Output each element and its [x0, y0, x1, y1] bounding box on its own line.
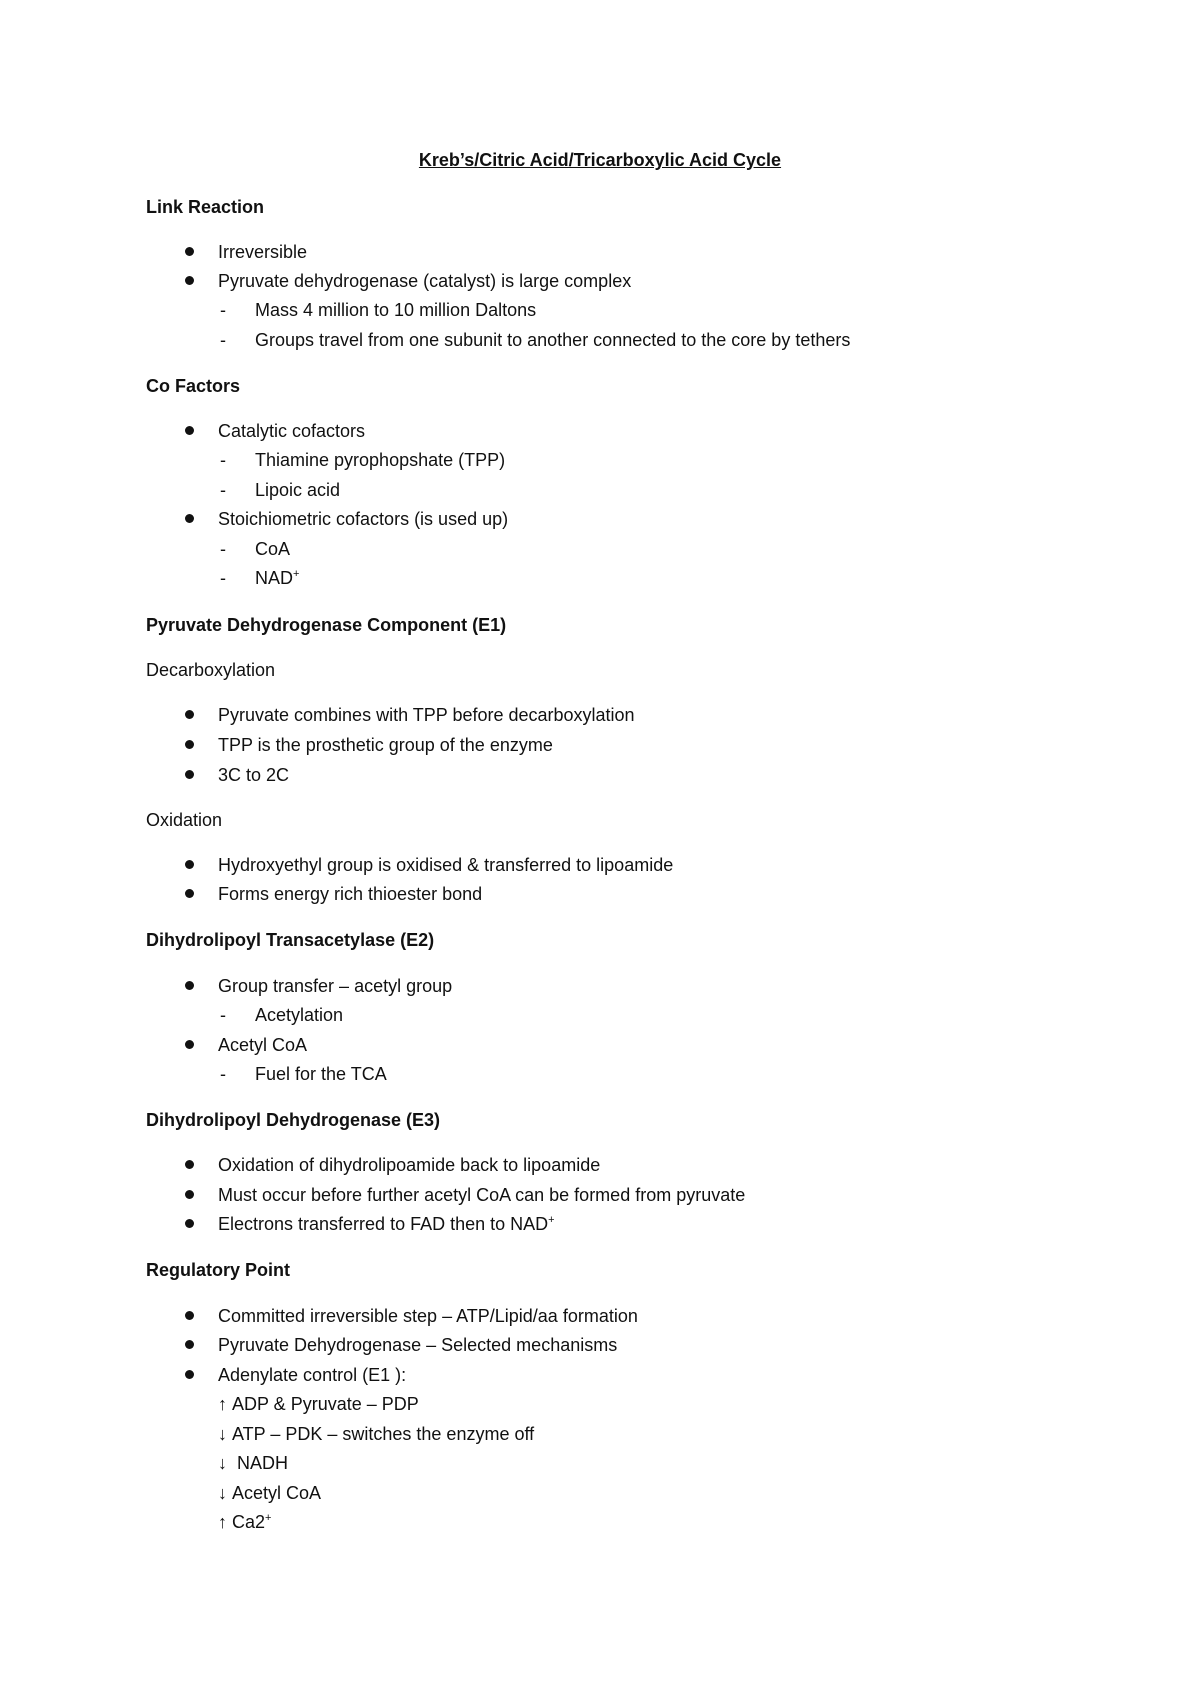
bullet-item: Pyruvate combines with TPP before decarboxylation [218, 705, 635, 725]
bullet-item: Must occur before further acetyl CoA can be formed from pyruvate [218, 1185, 746, 1205]
regulation-line [218, 1511, 271, 1533]
heading-e2: Dihydrolipoyl Transacetylase (E2) [146, 930, 435, 950]
regulation-text: ATP – PDK – switches the enzyme off [232, 1424, 535, 1444]
bullet-item: Committed irreversible step – ATP/Lipid/aa formation [218, 1306, 638, 1326]
dash-item: - Lipoic acid [255, 479, 340, 501]
bullet-item: Forms energy rich thioester bond [218, 884, 483, 904]
regulation-text: ADP & Pyruvate – PDP [232, 1394, 419, 1414]
subheading-oxidation: Oxidation [146, 810, 223, 830]
superscript: + [548, 1214, 555, 1226]
electrons-text: Electrons transferred to FAD then to NAD [218, 1214, 549, 1234]
up-arrow-icon: ↑ [218, 1394, 227, 1414]
bullet-item: Group transfer – acetyl group [218, 976, 453, 996]
regulation-text: Acetyl CoA [232, 1483, 322, 1503]
heading-e3: Dihydrolipoyl Dehydrogenase (E3) [146, 1110, 441, 1130]
bullet-item: Oxidation of dihydrolipoamide back to lipoamide [218, 1155, 601, 1175]
dash-item [255, 567, 299, 589]
bullet-item: 3C to 2C [218, 765, 290, 785]
regulation-text: Ca2 [232, 1512, 266, 1532]
down-arrow-icon: ↓ [218, 1483, 227, 1503]
bullet-item: Pyruvate dehydrogenase (catalyst) is large complex [218, 271, 632, 291]
bullet-item [218, 1213, 555, 1235]
superscript: + [293, 568, 300, 580]
down-arrow-icon: ↓ [218, 1424, 227, 1444]
regulation-line [218, 1423, 534, 1445]
bullet-item: Adenylate control (E1 ): [218, 1365, 407, 1385]
dash-item: - Thiamine pyrophopshate (TPP) [255, 449, 505, 471]
bullet-item: Catalytic cofactors [218, 421, 366, 441]
bullet-item: TPP is the prosthetic group of the enzyme [218, 735, 553, 755]
down-arrow-icon: ↓ [218, 1453, 227, 1473]
dash-item: - Groups travel from one subunit to another connected to the core by tethers [255, 329, 850, 351]
bullet-item: Hydroxyethyl group is oxidised & transferred to lipoamide [218, 855, 674, 875]
regulation-text: NADH [232, 1453, 289, 1473]
heading-co-factors: Co Factors [146, 376, 241, 396]
superscript: + [265, 1512, 272, 1524]
dash-item: - Mass 4 million to 10 million Daltons [255, 299, 536, 321]
bullet-item: Pyruvate Dehydrogenase – Selected mechanisms [218, 1335, 618, 1355]
heading-regulatory-point: Regulatory Point [146, 1260, 291, 1280]
heading-e1: Pyruvate Dehydrogenase Component (E1) [146, 615, 507, 635]
regulation-line [218, 1393, 419, 1415]
heading-link-reaction: Link Reaction [146, 197, 265, 217]
up-arrow-icon: ↑ [218, 1512, 227, 1532]
bullet-item: Acetyl CoA [218, 1035, 308, 1055]
dash-item: - CoA [255, 538, 290, 560]
dash-item: - Fuel for the TCA [255, 1063, 387, 1085]
bullet-item: Irreversible [218, 242, 308, 262]
regulation-line [218, 1482, 321, 1504]
bullet-item: Stoichiometric cofactors (is used up) [218, 509, 509, 529]
subheading-decarboxylation: Decarboxylation [146, 660, 276, 680]
regulation-line [218, 1452, 288, 1474]
page-title: Kreb’s/Citric Acid/Tricarboxylic Acid Cycle [418, 150, 782, 170]
dash-item: - Acetylation [255, 1004, 343, 1026]
nad-text: NAD [255, 568, 294, 588]
